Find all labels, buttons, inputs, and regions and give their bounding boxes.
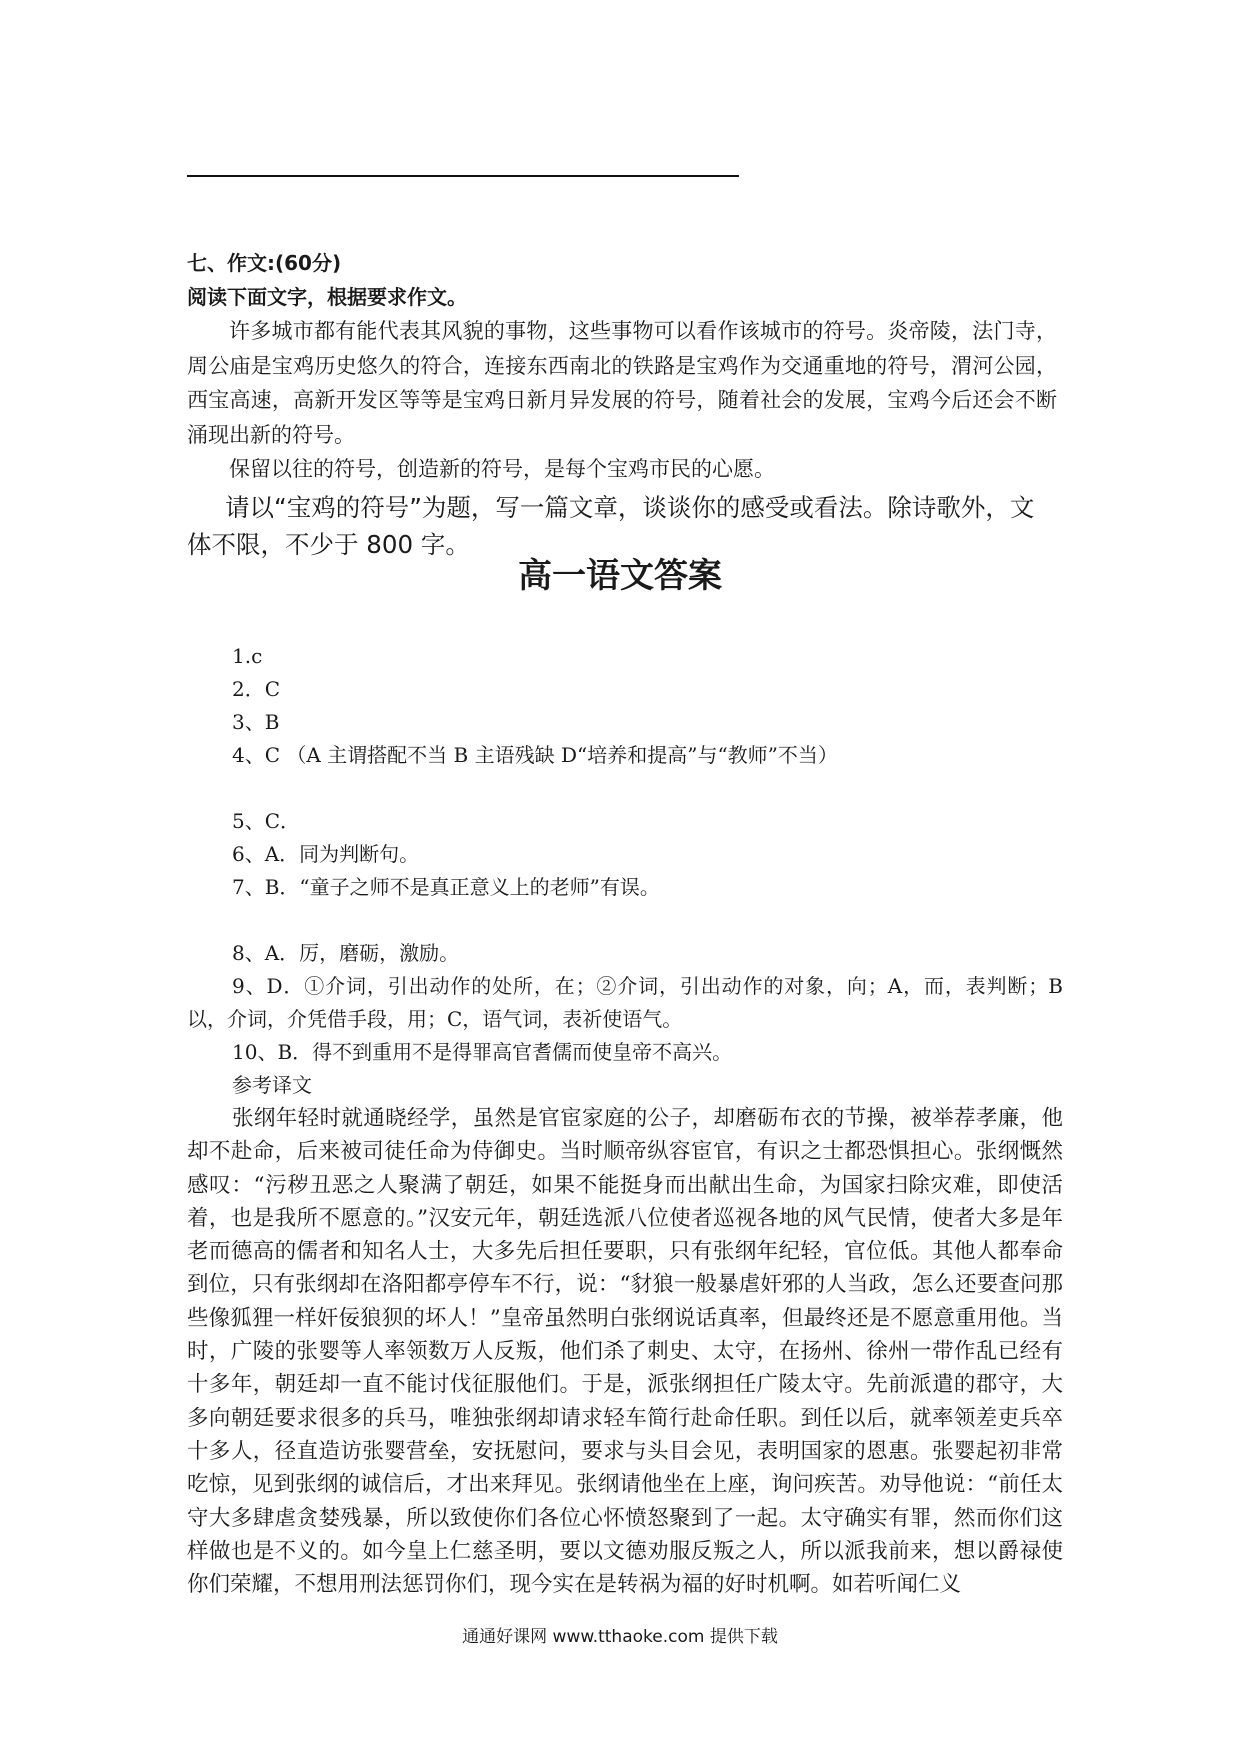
essay-paragraph: 保留以往的符号，创造新的符号，是每个宝鸡市民的心愿。 (229, 457, 775, 481)
essay-prompt: 请以“宝鸡的符号”为题，写一篇文章，谈谈你的感受或看法。除诗歌外，文体不限，不少于 800 字。 (187, 492, 1035, 559)
spacer (187, 904, 1063, 937)
answer-item: 10、B．得不到重用不是得罪高官耆儒而使皇帝不高兴。 (232, 1040, 733, 1064)
essay-section (187, 246, 1057, 563)
answer-item: 4、C （A 主谓搭配不当 B 主语残缺 D“培养和提高”与“教师”不当） (232, 743, 838, 767)
essay-paragraph: 许多城市都有能代表其风貌的事物，这些事物可以看作该城市的符号。炎帝陵，法门寺，周公庙是宝鸡历史悠久的符合，连接东西南北的铁路是宝鸡作为交通重地的符号，渭河公园，西宝高速，高新开发区等等是宝鸡日新月异发展的符号，随着社会的发展，宝鸡今后还会不断涌现出新的符号。 (187, 319, 1057, 447)
answer-list (187, 640, 1063, 1601)
answer-item: 8、A．厉，磨砺，激励。 (232, 941, 460, 965)
answer-item: 2．C (232, 677, 281, 701)
answer-blank-line (187, 175, 739, 177)
spacer (187, 772, 1063, 805)
page-footer: 通通好课网 www.tthaoke.com 提供下载 (462, 1627, 778, 1647)
answer-item: 1.c (232, 644, 263, 668)
answer-item: 6、A．同为判断句。 (232, 842, 420, 866)
translation-label: 参考译文 (232, 1073, 312, 1097)
answer-title: 高一语文答案 (518, 556, 722, 596)
essay-instruction: 阅读下面文字，根据要求作文。 (187, 285, 467, 309)
answer-item: 7、B．“童子之师不是真正意义上的老师”有误。 (232, 875, 660, 899)
translation-text: 张纲年轻时就通晓经学，虽然是官宦家庭的公子，却磨砺布衣的节操，被举荐孝廉，他却不赴命，后来被司徒任命为侍御史。当时顺帝纵容宦官，有识之士都恐惧担心。张纲慨然感叹：“污秽丑恶之人聚满了朝廷，如果不能挺身而出献出生命，为国家扫除灾难，即使活着，也是我所不愿意的。”汉安元年，朝廷选派八位使者巡视各地的风气民情，使者大多是年老而德高的儒者和知名人士，大多先后担任要职，只有张纲年纪轻，官位低。其他人都奉命到位，只有张纲却在洛阳都亭停车不行，说：“豺狼一般暴虐奸邪的人当政，怎么还要查问那些像狐狸一样奸佞狼狈的坏人！”皇帝虽然明白张纲说话真率，但最终还是不愿意重用他。当时，广陵的张婴等人率领数万人反叛，他们杀了刺史、太守，在扬州、徐州一带作乱已经有十多年，朝廷却一直不能讨伐征服他们。于是，派张纲担任广陵太守。先前派遣的郡守，大多向朝廷要求很多的兵马，唯独张纲却请求轻车简行赴命任职。到任以后，就率领差吏兵卒十多人，径直造访张婴营垒，安抚慰问，要求与头目会见，表明国家的恩惠。张婴起初非常吃惊，见到张纲的诚信后，才出来拜见。张纲请他坐在上座，询问疾苦。劝导他说：“前任太守大多肆虐贪婪残暴，所以致使你们各位心怀愤怒聚到了一起。太守确实有罪，然而你们这样做也是不义的。如今皇上仁慈圣明，要以文德劝服反叛之人，所以派我前来，想以爵禄使你们荣耀，不想用刑法惩罚你们，现今实在是转祸为福的好时机啊。如若听闻仁义 (187, 1106, 1063, 1598)
answer-item: 5、C． (232, 809, 301, 833)
answer-item: 9、D．①介词，引出动作的处所，在；②介词，引出动作的对象，向；A，而，表判断；B 以，介词，介凭借手段，用；C，语气词，表祈使语气。 (187, 974, 1063, 1031)
answer-item: 3、B (232, 710, 280, 734)
essay-heading: 七、作文:(60分) (187, 251, 342, 275)
